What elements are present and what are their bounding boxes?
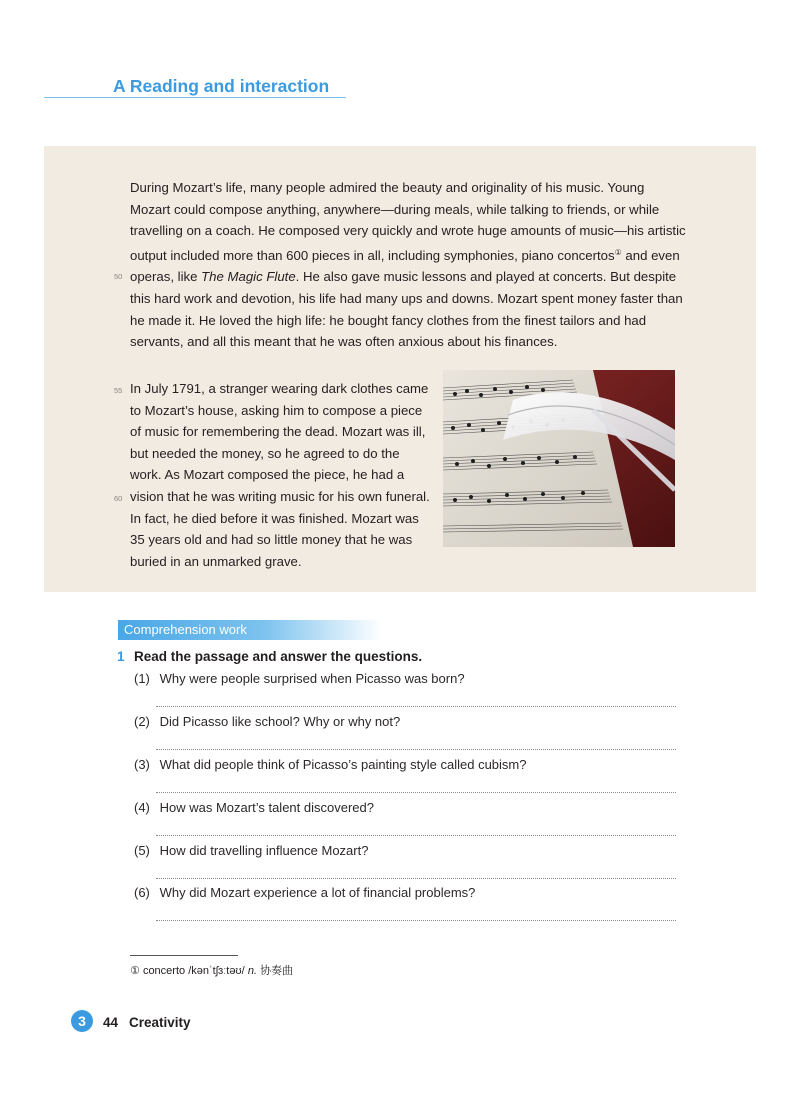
answer-line-6[interactable] xyxy=(156,920,676,921)
question-5 xyxy=(134,843,368,858)
footnote-meaning: 协奏曲 xyxy=(260,965,294,977)
answer-line-2[interactable] xyxy=(156,749,676,750)
question-text: Why were people surprised when Picasso was born? xyxy=(159,671,465,686)
question-1 xyxy=(134,671,465,686)
footnote-part-of-speech: n. xyxy=(247,965,257,977)
section-title-underline xyxy=(44,97,346,98)
answer-line-4[interactable] xyxy=(156,835,676,836)
passage-paragraph-1 xyxy=(130,177,686,353)
footnote-marker: ① xyxy=(130,965,140,977)
footnote xyxy=(130,962,293,978)
page-number: 44 xyxy=(103,1015,119,1030)
line-number: 50 xyxy=(114,272,123,281)
question-number: (4) xyxy=(134,800,150,815)
line-number: 55 xyxy=(114,386,123,395)
paragraph-1-text-a: During Mozart’s life, many people admired the beauty and originality of his music. Young Mozart could compose anything, anywhere—during meals, while talking to friends, or while travelling on a coach. He composed very quickly and wrote huge amounts of music—his artistic output included more than 600 pieces in all, including symphonies, piano concertos xyxy=(130,180,686,263)
passage-paragraph-2: In July 1791, a stranger wearing dark clothes came to Mozart’s house, asking him to compose a piece of music for remembering the dead. Mozart was ill, but needed the money, so he agreed to do the work. As Mozart composed the piece, he had a vision that he was writing music for his own funeral. In fact, he died before it was finished. Mozart was 35 years old and had so little money that he was buried in an unmarked grave. xyxy=(130,381,430,569)
quill-and-sheet-music-photo xyxy=(443,370,675,547)
answer-line-5[interactable] xyxy=(156,878,676,879)
question-6 xyxy=(134,885,475,900)
opera-title: The Magic Flute xyxy=(201,269,296,285)
question-text: What did people think of Picasso’s painting style called cubism? xyxy=(159,757,527,772)
question-text: How did travelling influence Mozart? xyxy=(159,843,369,858)
question-2 xyxy=(134,714,400,729)
unit-name: Creativity xyxy=(129,1015,191,1030)
footnote-rule xyxy=(130,955,238,956)
exercise-number: 1 xyxy=(117,649,125,664)
answer-line-1[interactable] xyxy=(156,706,676,707)
question-4 xyxy=(134,800,374,815)
question-text: How was Mozart’s talent discovered? xyxy=(159,800,374,815)
question-3 xyxy=(134,757,526,772)
exercise-instruction: Read the passage and answer the questions. xyxy=(134,649,423,664)
question-number: (5) xyxy=(134,843,150,858)
unit-number-badge: 3 xyxy=(71,1010,93,1032)
footnote-pronunciation: /kənˈtʃɜːtəʊ/ xyxy=(188,965,245,977)
comprehension-banner xyxy=(118,620,382,640)
question-number: (3) xyxy=(134,757,150,772)
comprehension-label: Comprehension work xyxy=(124,622,247,637)
footnote-word: concerto xyxy=(142,965,186,977)
question-text: Why did Mozart experience a lot of financial problems? xyxy=(159,885,476,900)
paragraph-1-text-b: and even operas, like xyxy=(130,247,680,285)
question-number: (2) xyxy=(134,714,150,729)
paragraph-1-text-c: . He also gave music lessons and played at concerts. But despite this hard work and devotion, his life had many ups and downs. Mozart spent money faster than he made it. He loved the high life: he bought fancy clothes from the finest tailors and had servants, and all this meant that he was often anxious about his finances. xyxy=(130,269,683,350)
question-number: (1) xyxy=(134,671,150,686)
footnote-mark: ① xyxy=(614,247,622,257)
section-title: A Reading and interaction xyxy=(113,76,330,96)
question-number: (6) xyxy=(134,885,150,900)
line-number: 60 xyxy=(114,494,123,503)
question-text: Did Picasso like school? Why or why not? xyxy=(159,714,401,729)
answer-line-3[interactable] xyxy=(156,792,676,793)
